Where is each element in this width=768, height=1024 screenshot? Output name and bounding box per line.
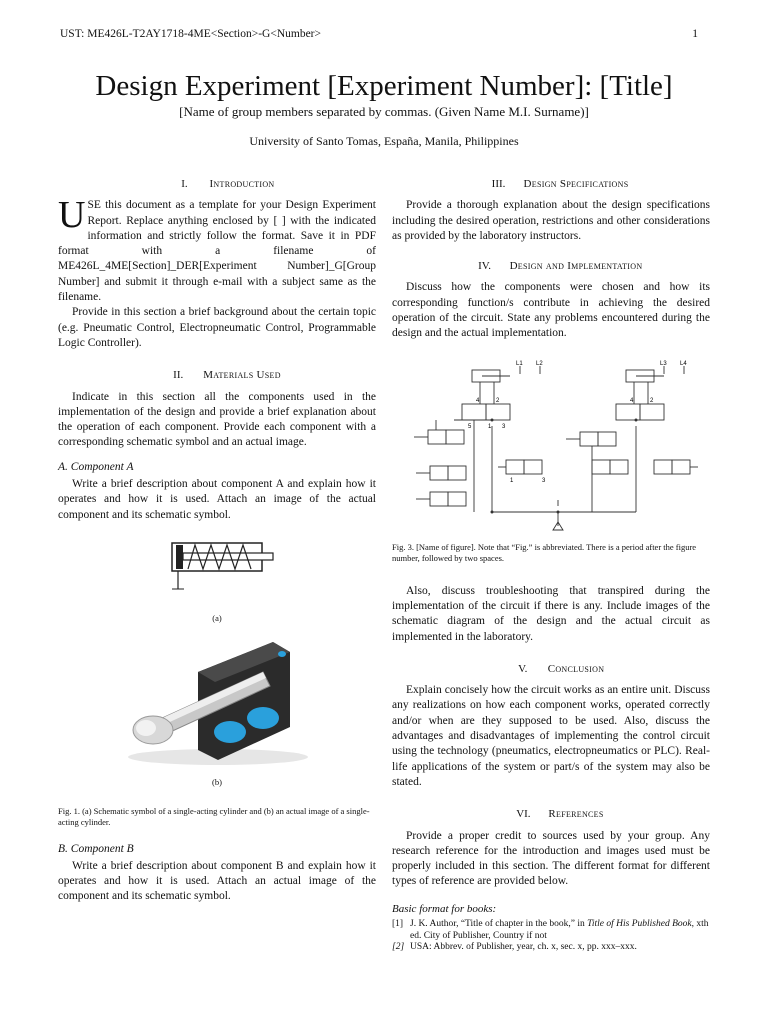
port-label-5: 5 [468, 423, 472, 430]
cylinder-schematic [58, 533, 376, 611]
port-label-4b: 4 [630, 397, 634, 404]
port-label-4: 4 [476, 397, 480, 404]
label-l3: L3 [660, 360, 667, 367]
port-label-1: 1 [488, 423, 492, 430]
subsection-component-b: B. Component B [58, 842, 134, 855]
materials-paragraph: Indicate in this section all the components used in the implementation of the design and provide a brief explanation about the operation of each component. Provide each component with a corresponding schematic symbol and an actual image. [58, 390, 376, 449]
cylinder-schematic-symbol [58, 533, 376, 611]
pneumatic-circuit-schematic [392, 360, 710, 536]
reference-list [392, 919, 710, 954]
affiliation: University of Santo Tomas, España, Manila, Philippines [249, 134, 519, 148]
troubleshooting-paragraph: Also, discuss troubleshooting that transpired during the implementation of the circuit if there is any. Include images of the schematic diagram of the design and the actual circuit as implemented in the laboratory. [392, 584, 710, 643]
cylinder-photo [58, 632, 376, 772]
figure-label-b: (b) [212, 777, 222, 788]
port-label-2b: 2 [650, 397, 654, 404]
port-label-1b: 1 [510, 477, 514, 484]
subsection-component-a: A. Component A [58, 460, 134, 473]
section-heading-specifications: III. Design Specifications [491, 178, 629, 190]
specifications-paragraph: Provide a thorough explanation about the design specifications including the desired operation, restrictions and other considerations as provided by the laboratory instructors. [392, 199, 710, 242]
reference-2: [2] USA: Abbrev. of Publisher, year, ch. x, sec. x, pp. xxx–xxx. [392, 942, 637, 953]
intro-paragraph-2: Provide in this section a brief background about the certain topic (e.g. Pneumatic Control, Electropneumatic Control, Programmable Logic Controller). [58, 306, 376, 349]
page-number: 1 [692, 28, 698, 40]
basic-format-books: Basic format for books: [392, 902, 497, 915]
cylinder-image [58, 632, 376, 772]
circuit-diagram [392, 360, 710, 536]
figure-1-caption: Fig. 1. (a) Schematic symbol of a single-acting cylinder and (b) an actual image of a single-acting cylinder. [58, 805, 370, 827]
references-paragraph: Provide a proper credit to sources used by your group. Any research reference for the introduction and images used must be properly included in this section. The different format for different types of reference are provided below. [392, 829, 710, 888]
label-l1: L1 [516, 360, 523, 367]
running-header [60, 28, 698, 40]
figure-label-a: (a) [212, 612, 222, 623]
port-label-2: 2 [496, 397, 500, 404]
component-b-paragraph: Write a brief description about component B and explain how it operates and how it is used. Attach an actual image of the component and its schematic symbol. [58, 859, 376, 903]
section-heading-materials: II. Materials Used [173, 369, 281, 382]
section-heading-introduction: I. Introduction [181, 178, 275, 190]
label-l4: L4 [680, 360, 687, 367]
implementation-paragraph: Discuss how the components were chosen and how its corresponding function/s contribute in achieving the desired operation of the circuit. State any problems encountered during the design and the actual implementation. [392, 281, 710, 340]
header-course-code: UST: ME426L-T2AY1718-4ME<Section>-G<Number> [60, 28, 321, 40]
section-heading-implementation: IV. Design and Implementation [478, 260, 643, 273]
section-heading-conclusion: V. Conclusion [518, 662, 605, 675]
component-a-paragraph: Write a brief description about component A and explain how it operates and how it is used. Attach an image of the actual component and its schematic symbol. [58, 478, 376, 521]
port-label-3b: 3 [542, 477, 546, 484]
conclusion-paragraph: Explain concisely how the circuit works as an entire unit. Discuss any realizations on how each component works, operated correctly and/or when are they supposed to be used. Also, discuss the advantages and disadvantages of implementing the control circuit using the technology (pneumatics, electropneumatics or PLC). Real-life applications of the system or part/s of the system may also be stated. [392, 684, 710, 788]
left-column [58, 177, 376, 905]
paper-title: Design Experiment [Experiment Number]: [Title] [95, 70, 673, 102]
drop-cap: U [58, 194, 86, 237]
figure-3-caption: Fig. 3. [Name of figure]. Note that “Fig.” is abbreviated. There is a period after the figure number, followed by two spaces. [392, 541, 697, 563]
label-l2: L2 [536, 360, 543, 367]
right-column [392, 177, 710, 954]
section-heading-references: VI. References [516, 808, 604, 821]
intro-paragraph-1: USE this document as a template for your Design Experiment Report. Replace anything enclosed by [ ] with the indicated information and strictly follow the format. Save it in PDF format with a filename of ME426L_4ME[Section]_DER[Experiment Number]_G[Group Number] and submit it through e-mail with a subject same as the filename. [58, 194, 376, 304]
reference-1: [1] J. K. Author, “Title of chapter in the book,” in Title of His Published Book, xth ed. City of Publisher, Country if not [392, 919, 709, 941]
port-label-3: 3 [502, 423, 506, 430]
author-list: [Name of group members separated by commas. (Given Name M.I. Surname)] [179, 104, 589, 119]
